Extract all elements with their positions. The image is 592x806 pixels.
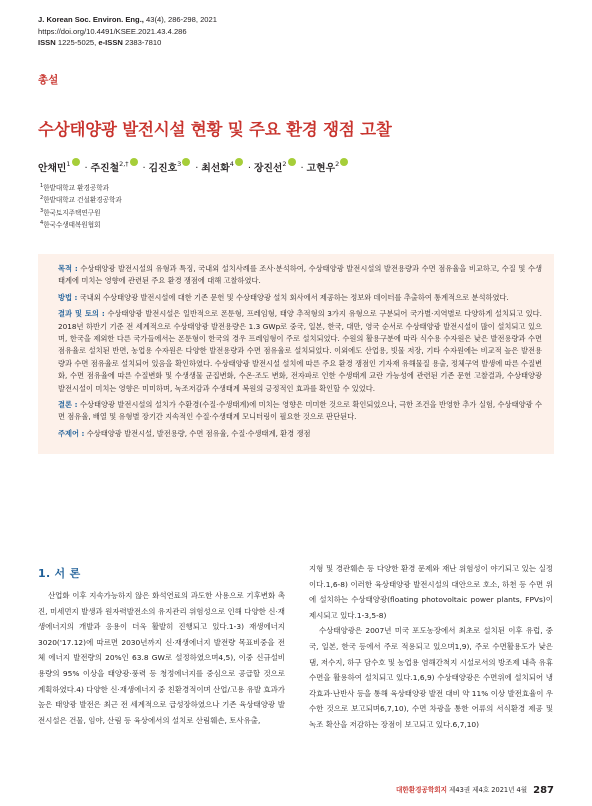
abstract-box: [38, 254, 554, 454]
author-separator: ·: [247, 163, 251, 174]
affiliation-sup: 2: [40, 195, 44, 202]
orcid-icon[interactable]: [340, 158, 348, 166]
keywords-label: 주제어 :: [58, 428, 85, 438]
issn-line: [38, 37, 217, 49]
affiliation-text: 한밭대학교 환경공학과: [43, 184, 109, 192]
page-number: 287: [533, 785, 554, 796]
orcid-icon[interactable]: [235, 158, 243, 166]
affiliation-sup: 3: [40, 207, 44, 214]
abstract-methods: [58, 292, 542, 304]
footer-journal: 대한환경공학회지: [395, 786, 447, 794]
affiliation-sup: 1: [40, 183, 44, 189]
eissn-value: 2383-7810: [122, 38, 162, 47]
author-name: 주진철: [90, 163, 120, 174]
author-list: [38, 158, 350, 174]
body-paragraph: 산업화 이후 지속가능하지 않은 화석연료의 과도한 사용으로 기후변화 촉진, 미세먼지 발생과 원자력발전소의 유지관리 위험성으로 인해 다양한 신·재생에너지의 개발과 응용이 더욱 활발히 진행되고 있다.1-3) 재생에너지 3020('17.12)에 따르면 2030년까지 신·재생에너지 발전량 목표비중을 전체 에너지 발전량의 20%인 63.8 GW로 설정하였으며4,5), 이중 신규설비 용량의 95% 이상을 태양광·풍력 등 청정에너지를 중심으로 공급할 것으로 계획하였다.4) 다양한 신·재생에너지 중 친환경적이며 산업/고용 유발 효과가 높은 태양광 발전은 최근 전 세계적으로 급성장하였으나 기존 육상태양광 발전시설은 건물, 임야, 산림 등 육상에서의 설치로 산림훼손, 토사유출,: [38, 591, 285, 725]
author: [307, 158, 349, 174]
page-footer: [396, 784, 554, 796]
journal-citation: [38, 14, 217, 26]
author-separator: ·: [195, 163, 199, 174]
author-affil-sup: 2,†: [119, 160, 129, 168]
author-name: 최선화: [201, 163, 230, 174]
objectives-text: 수상태양광 발전시설의 유형과 특징, 국내외 설치사례를 조사·분석하여, 수상태양광 발전시설의 발전용량과 수면 점유율을 비교하고, 수질 및 수생태계에 미치는 영향에 관련된 주요 환경 쟁점에 대해 고찰하였다.: [58, 264, 542, 286]
author: [38, 158, 80, 174]
methods-text: 국내외 수상태양광 발전시설에 대한 기존 문헌 및 수상태양광 설치 회사에서 제공하는 정보와 데이터를 추출하여 통계적으로 분석하였다.: [77, 292, 509, 302]
results-text: 수상태양광 발전시설은 일반적으로 폰툰형, 프레임형, 태양 추적형의 3가지 유형으로 구분되어 국가별·지역별로 다양하게 설치되고 있다. 2018년 하반기 기준 전 세계적으로 수상태양광 발전용량은 1.3 GWp로 중국, 일본, 한국, 대만, 영국 순서로 수상태양광 발전시설이 많이 설치되고 있으며, 한국을 제외한 다른 국가들에서는 폰툰형이 한국의 경우 프레임형이 주로 설치되었다. 수원의 활용구분에 따라 식수용 수자원은 낮은 발전용량과 수면점유율로 설치된 반면, 농업용 수자원은 다양한 발전용량과 수면 점유율로 설치되었다. 이외에도 산업용, 빗물 저장, 기타 수자원에는 비교적 높은 발전용량과 수면 점유율로 설치되어 있음을 확인하였다. 수상태양광 발전시설 설치에 따른 주요 환경 쟁점인 기자재 유해물질 용출, 정체구역 발생에 따른 수질변화, 수면 점유율에 따른 수질변화 및 수생생물 군집변화, 수온·조도 변화, 전자파로 인한 수생태계 교란 가능성에 관련된 기존 문헌 고찰결과, 수상태양광 발전시설이 미치는 영향은 미미하며, 녹조저감과 수생태계 복원의 긍정적인 효과를 확인할 수 있었다.: [58, 309, 542, 393]
body-paragraph: 지형 및 경관훼손 등 다양한 환경 문제와 재난 위험성이 야기되고 있는 실정이다.1,6-8) 이러한 육상태양광 발전시설의 대안으로 호소, 하천 등 수면 위에 설치하는 수상태양광(floating photovoltaic power plants, FPVs)이 제시되고 있다.1-3,5-8): [309, 564, 553, 620]
methods-label: 방법 :: [58, 292, 78, 302]
abstract-objectives: [58, 263, 542, 288]
author: [149, 158, 191, 174]
orcid-icon[interactable]: [288, 158, 296, 166]
journal-name: J. Korean Soc. Environ. Eng.,: [38, 15, 144, 24]
author-affil-sup: 2: [335, 160, 340, 168]
footer-issue: 제43권 제4호 2021년 4월: [446, 786, 528, 794]
conclusions-text: 수상태양광 발전시설의 설치가 수환경(수질·수생태계)에 미치는 영향은 미미한 것으로 확인되었으나, 극한 조건을 반영한 추가 실험, 수상태양광 수면 점유율, 배열 및 유형별 장기간 지속적인 수질·수생태계 모니터링이 필요한 것으로 판단된다.: [58, 400, 542, 422]
author-name: 장진선: [254, 163, 283, 174]
affiliation-text: 한국수생태복원협회: [43, 220, 101, 229]
author-name: 고현우: [306, 163, 336, 174]
abstract-conclusions: [58, 399, 542, 424]
objectives-label: 목적 :: [58, 264, 78, 273]
affiliation-list: [40, 181, 122, 230]
author-affil-sup: 1: [66, 160, 71, 168]
article-title: 수상태양광 발전시설 현황 및 주요 환경 쟁점 고찰: [38, 120, 392, 139]
author-separator: ·: [84, 163, 88, 174]
body-column-right: [309, 561, 553, 733]
author-separator: ·: [142, 163, 146, 174]
orcid-icon[interactable]: [72, 158, 80, 166]
author-affil-sup: 3: [177, 160, 182, 168]
author-affil-sup: 2: [282, 160, 287, 168]
author-separator: ·: [300, 163, 304, 174]
journal-meta: [38, 14, 217, 49]
body-paragraph: 수상태양광은 2007년 미국 포도농장에서 최초로 설치된 이후 유럽, 중국, 일본, 한국 등에서 주로 적용되고 있으며1,9), 주로 수면활용도가 낮은 댐, 저수지, 하구 담수호 및 농업용 염해간척지 시설로서의 방조제 내측 유휴수면을 활용하여 설치되고 있다.1,6,9) 수상태양광은 수면위에 설치되어 냉각효과·난반사 등을 통해 육상태양광 발전 대비 약 11% 이상 발전효율이 우수한 것으로 보고되며6,7,10), 수면 차광을 통한 어류의 서식환경 제공 및 녹조 확산을 저감하는 장점이 보고되고 있다.6,7,10): [309, 626, 553, 729]
section-title-introduction: 1. 서 론: [38, 567, 81, 580]
affiliation: [40, 218, 122, 230]
body-column-left: [38, 588, 285, 728]
affiliation-sup: 4: [40, 219, 44, 226]
abstract-keywords: [58, 428, 542, 440]
author-affil-sup: 4: [229, 160, 234, 168]
author-name: 안채민: [38, 163, 67, 174]
results-label: 결과 및 토의 :: [58, 309, 105, 319]
affiliation-text: 한국토지주택연구원: [43, 208, 101, 217]
issn-value: 1225-5025,: [55, 38, 99, 47]
orcid-icon[interactable]: [130, 158, 138, 166]
author: [254, 158, 296, 174]
journal-volume: 43(4), 286-298, 2021: [143, 15, 217, 24]
eissn-label: e-ISSN: [98, 38, 123, 47]
author-name: 김진호: [148, 163, 178, 174]
issn-label: ISSN: [38, 38, 56, 47]
affiliation-text: 한밭대학교 건설환경공학과: [43, 196, 122, 205]
author: [201, 158, 243, 174]
affiliation: [40, 181, 122, 193]
affiliation: [40, 193, 122, 205]
keywords-text: 수상태양광 발전시설, 발전용량, 수면 점유율, 수질·수생태계, 환경 쟁점: [84, 428, 311, 438]
author: [91, 158, 138, 174]
abstract-results: [58, 308, 542, 395]
conclusions-label: 결론 :: [58, 400, 78, 410]
article-category: 총설: [38, 74, 59, 86]
affiliation: [40, 206, 122, 218]
orcid-icon[interactable]: [182, 158, 190, 166]
doi-link[interactable]: https://doi.org/10.4491/KSEE.2021.43.4.286: [38, 26, 187, 36]
